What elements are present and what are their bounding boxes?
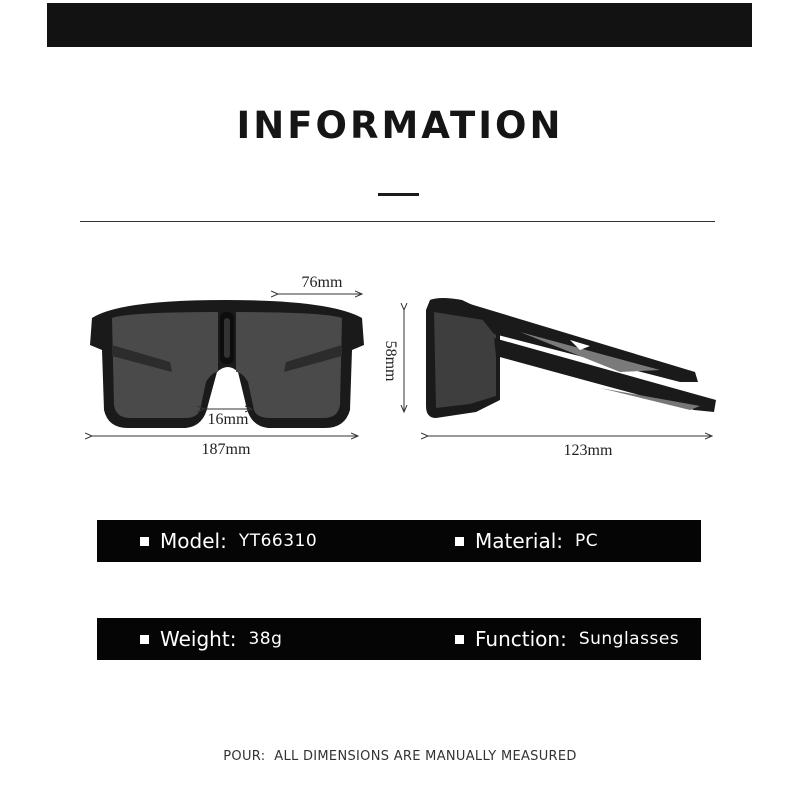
spec-weight-value: 38g (248, 629, 283, 649)
measurement-note (0, 749, 800, 764)
spec-separator: : (229, 627, 237, 651)
bridge-label: 16mm (207, 411, 249, 428)
temple-length-label: 123mm (563, 442, 613, 459)
measurement-note-label: POUR (223, 749, 261, 764)
page-title: INFORMATION (236, 104, 564, 147)
spec-bar-model-material (97, 520, 701, 562)
spec-weight-label: Weight (160, 627, 230, 651)
spec-separator: : (556, 529, 563, 553)
bullet-square-icon (455, 537, 464, 546)
spec-material (455, 520, 598, 562)
spec-material-value: PC (575, 531, 599, 551)
bullet-square-icon (140, 537, 149, 546)
spec-separator: : (220, 529, 227, 553)
lens-height-label: 58mm (382, 340, 399, 382)
spec-material-label: Material (475, 529, 557, 553)
spec-function (455, 618, 679, 660)
spec-function-value: Sunglasses (578, 629, 680, 649)
lens-width-label: 76mm (301, 274, 343, 291)
side-view-glasses (426, 298, 716, 418)
spec-model-label: Model (160, 529, 221, 553)
spec-model (140, 520, 317, 562)
bullet-square-icon (455, 635, 464, 644)
bullet-square-icon (140, 635, 149, 644)
measurement-note-separator: : (260, 749, 266, 764)
spec-separator: : (560, 627, 567, 651)
spec-model-value: YT66310 (238, 531, 318, 551)
spec-function-label: Function (475, 627, 561, 651)
measurement-note-text: ALL DIMENSIONS ARE MANUALLY MEASURED (274, 749, 577, 764)
frame-width-label: 187mm (201, 441, 251, 458)
spec-bar-weight-function (97, 618, 701, 660)
spec-weight (140, 618, 282, 660)
